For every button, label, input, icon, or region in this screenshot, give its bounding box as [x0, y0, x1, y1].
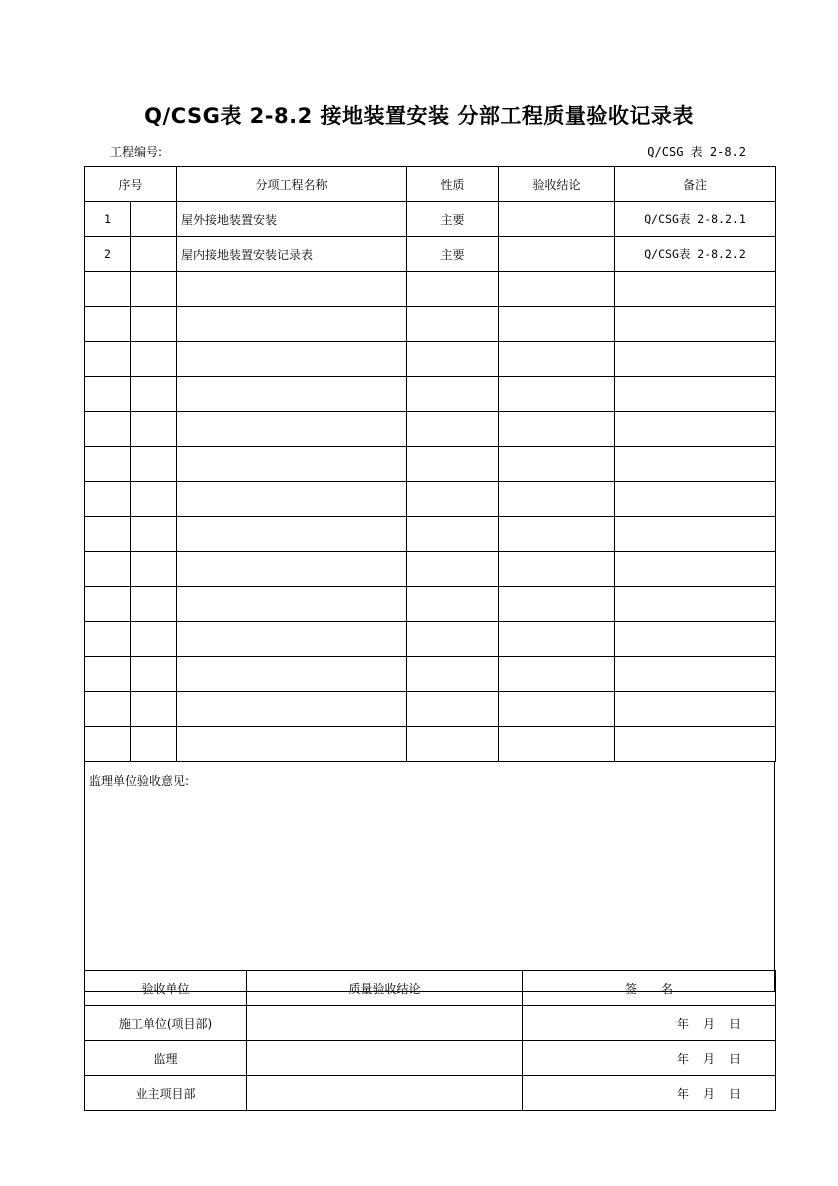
- row-remark-empty[interactable]: [615, 412, 776, 447]
- row-sub-seq-empty[interactable]: [131, 587, 177, 622]
- row-conclusion[interactable]: [499, 202, 615, 237]
- date-month: 月: [702, 1016, 715, 1031]
- row-seq-empty[interactable]: [85, 342, 131, 377]
- page-title: Q/CSG表 2-8.2 接地装置安装 分部工程质量验收记录表: [144, 104, 694, 128]
- row-conclusion-empty[interactable]: [499, 482, 615, 517]
- row-seq-empty[interactable]: [85, 517, 131, 552]
- row-name-empty[interactable]: [177, 307, 407, 342]
- row-sub-seq-empty[interactable]: [131, 342, 177, 377]
- row-conclusion-empty[interactable]: [499, 377, 615, 412]
- signoff-unit: 监理: [85, 1041, 247, 1076]
- row-sub-seq-empty[interactable]: [131, 692, 177, 727]
- date-day: 日: [728, 1016, 741, 1031]
- row-nature-empty[interactable]: [407, 412, 499, 447]
- table-row-empty: [85, 412, 776, 447]
- row-remark: Q/CSG表 2-8.2.1: [615, 202, 776, 237]
- header-name: 分项工程名称: [177, 167, 407, 202]
- table-header-row: [85, 167, 776, 202]
- header-nature: 性质: [407, 167, 499, 202]
- row-nature-empty[interactable]: [407, 622, 499, 657]
- row-conclusion-empty[interactable]: [499, 342, 615, 377]
- row-seq-empty[interactable]: [85, 587, 131, 622]
- table-row-empty: [85, 587, 776, 622]
- row-remark: Q/CSG表 2-8.2.2: [615, 237, 776, 272]
- row-name-empty[interactable]: [177, 692, 407, 727]
- row-nature-empty[interactable]: [407, 447, 499, 482]
- table-row-empty: [85, 622, 776, 657]
- row-remark-empty[interactable]: [615, 552, 776, 587]
- row-sub-seq-empty[interactable]: [131, 482, 177, 517]
- row-remark-empty[interactable]: [615, 342, 776, 377]
- table-row-empty: [85, 657, 776, 692]
- row-sub-seq[interactable]: [131, 202, 177, 237]
- row-seq-empty[interactable]: [85, 692, 131, 727]
- row-sub-seq-empty[interactable]: [131, 412, 177, 447]
- table-row-empty: [85, 447, 776, 482]
- row-remark-empty[interactable]: [615, 447, 776, 482]
- signoff-conclusion-field[interactable]: [247, 1006, 523, 1041]
- row-conclusion-empty[interactable]: [499, 272, 615, 307]
- signoff-row: [85, 1041, 776, 1076]
- row-seq: 1: [85, 202, 131, 237]
- row-sub-seq-empty[interactable]: [131, 552, 177, 587]
- row-nature-empty[interactable]: [407, 657, 499, 692]
- row-name-empty[interactable]: [177, 447, 407, 482]
- row-nature-empty[interactable]: [407, 272, 499, 307]
- sub-project-table: [84, 166, 776, 762]
- row-name-empty[interactable]: [177, 657, 407, 692]
- row-conclusion-empty[interactable]: [499, 622, 615, 657]
- row-sub-seq-empty[interactable]: [131, 307, 177, 342]
- signoff-unit: 业主项目部: [85, 1076, 247, 1111]
- table-row: [85, 237, 776, 272]
- header-remark: 备注: [615, 167, 776, 202]
- table-row-empty: [85, 307, 776, 342]
- table-row-empty: [85, 552, 776, 587]
- project-number-label: 工程编号:: [110, 145, 163, 159]
- date-year: 年: [676, 1086, 689, 1101]
- row-seq-empty[interactable]: [85, 307, 131, 342]
- row-nature-empty[interactable]: [407, 482, 499, 517]
- table-row-empty: [85, 272, 776, 307]
- row-name-empty[interactable]: [177, 377, 407, 412]
- row-seq-empty[interactable]: [85, 482, 131, 517]
- signoff-date-field[interactable]: [523, 1006, 776, 1041]
- signoff-conclusion-field[interactable]: [247, 1041, 523, 1076]
- row-name-empty[interactable]: [177, 622, 407, 657]
- table-row-empty: [85, 727, 776, 762]
- row-remark-empty[interactable]: [615, 307, 776, 342]
- row-conclusion[interactable]: [499, 237, 615, 272]
- row-conclusion-empty[interactable]: [499, 657, 615, 692]
- signoff-header-sign: 签 名: [523, 971, 776, 1006]
- row-remark-empty[interactable]: [615, 587, 776, 622]
- row-nature: 主要: [407, 237, 499, 272]
- row-name: 屋外接地装置安装: [177, 202, 407, 237]
- row-nature-empty[interactable]: [407, 377, 499, 412]
- row-name-empty[interactable]: [177, 412, 407, 447]
- row-name-empty[interactable]: [177, 517, 407, 552]
- supervisor-opinion-label: 监理单位验收意见:: [89, 774, 190, 788]
- row-name: 屋内接地装置安装记录表: [177, 237, 407, 272]
- row-nature-empty[interactable]: [407, 692, 499, 727]
- supervisor-opinion-field[interactable]: [85, 762, 775, 992]
- row-seq-empty[interactable]: [85, 447, 131, 482]
- row-remark-empty[interactable]: [615, 482, 776, 517]
- signoff-table: [84, 970, 776, 1111]
- signoff-header-unit: 验收单位: [85, 971, 247, 1006]
- signoff-conclusion-field[interactable]: [247, 1076, 523, 1111]
- date-day: 日: [728, 1051, 741, 1066]
- signoff-header-row: [85, 971, 776, 1006]
- row-conclusion-empty[interactable]: [499, 692, 615, 727]
- row-remark-empty[interactable]: [615, 657, 776, 692]
- signoff-unit: 施工单位(项目部): [85, 1006, 247, 1041]
- header-seq: 序号: [85, 167, 177, 202]
- row-remark-empty[interactable]: [615, 272, 776, 307]
- date-month: 月: [702, 1086, 715, 1101]
- row-sub-seq-empty[interactable]: [131, 657, 177, 692]
- signoff-row: [85, 1006, 776, 1041]
- table-row: [85, 202, 776, 237]
- row-name-empty[interactable]: [177, 727, 407, 762]
- row-sub-seq[interactable]: [131, 237, 177, 272]
- form-code: Q/CSG 表 2-8.2: [647, 145, 746, 159]
- signoff-row: [85, 1076, 776, 1111]
- signoff-header-conclusion: 质量验收结论: [247, 971, 523, 1006]
- row-conclusion-empty[interactable]: [499, 447, 615, 482]
- signoff-date-field[interactable]: [523, 1076, 776, 1111]
- table-row-empty: [85, 377, 776, 412]
- row-sub-seq-empty[interactable]: [131, 447, 177, 482]
- row-seq: 2: [85, 237, 131, 272]
- row-conclusion-empty[interactable]: [499, 412, 615, 447]
- date-day: 日: [728, 1086, 741, 1101]
- row-seq-empty[interactable]: [85, 657, 131, 692]
- row-name-empty[interactable]: [177, 482, 407, 517]
- table-row-empty: [85, 482, 776, 517]
- row-remark-empty[interactable]: [615, 622, 776, 657]
- row-seq-empty[interactable]: [85, 552, 131, 587]
- header-conclusion: 验收结论: [499, 167, 615, 202]
- row-remark-empty[interactable]: [615, 377, 776, 412]
- row-name-empty[interactable]: [177, 342, 407, 377]
- row-remark-empty[interactable]: [615, 517, 776, 552]
- date-month: 月: [702, 1051, 715, 1066]
- row-name-empty[interactable]: [177, 552, 407, 587]
- row-sub-seq-empty[interactable]: [131, 517, 177, 552]
- row-sub-seq-empty[interactable]: [131, 622, 177, 657]
- row-remark-empty[interactable]: [615, 692, 776, 727]
- row-conclusion-empty[interactable]: [499, 727, 615, 762]
- row-sub-seq-empty[interactable]: [131, 272, 177, 307]
- row-nature-empty[interactable]: [407, 517, 499, 552]
- table-row-empty: [85, 692, 776, 727]
- row-nature-empty[interactable]: [407, 552, 499, 587]
- row-nature-empty[interactable]: [407, 587, 499, 622]
- row-nature-empty[interactable]: [407, 307, 499, 342]
- row-name-empty[interactable]: [177, 587, 407, 622]
- row-seq-empty[interactable]: [85, 272, 131, 307]
- row-seq-empty[interactable]: [85, 377, 131, 412]
- table-row-empty: [85, 342, 776, 377]
- row-seq-empty[interactable]: [85, 622, 131, 657]
- date-year: 年: [676, 1051, 689, 1066]
- row-seq-empty[interactable]: [85, 727, 131, 762]
- row-conclusion-empty[interactable]: [499, 307, 615, 342]
- signoff-date-field[interactable]: [523, 1041, 776, 1076]
- row-nature-empty[interactable]: [407, 342, 499, 377]
- row-seq-empty[interactable]: [85, 412, 131, 447]
- row-remark-empty[interactable]: [615, 727, 776, 762]
- row-name-empty[interactable]: [177, 272, 407, 307]
- row-conclusion-empty[interactable]: [499, 517, 615, 552]
- row-conclusion-empty[interactable]: [499, 587, 615, 622]
- row-sub-seq-empty[interactable]: [131, 377, 177, 412]
- row-nature: 主要: [407, 202, 499, 237]
- row-nature-empty[interactable]: [407, 727, 499, 762]
- row-conclusion-empty[interactable]: [499, 552, 615, 587]
- supervisor-opinion-box: [84, 761, 775, 992]
- table-row-empty: [85, 517, 776, 552]
- date-year: 年: [676, 1016, 689, 1031]
- row-sub-seq-empty[interactable]: [131, 727, 177, 762]
